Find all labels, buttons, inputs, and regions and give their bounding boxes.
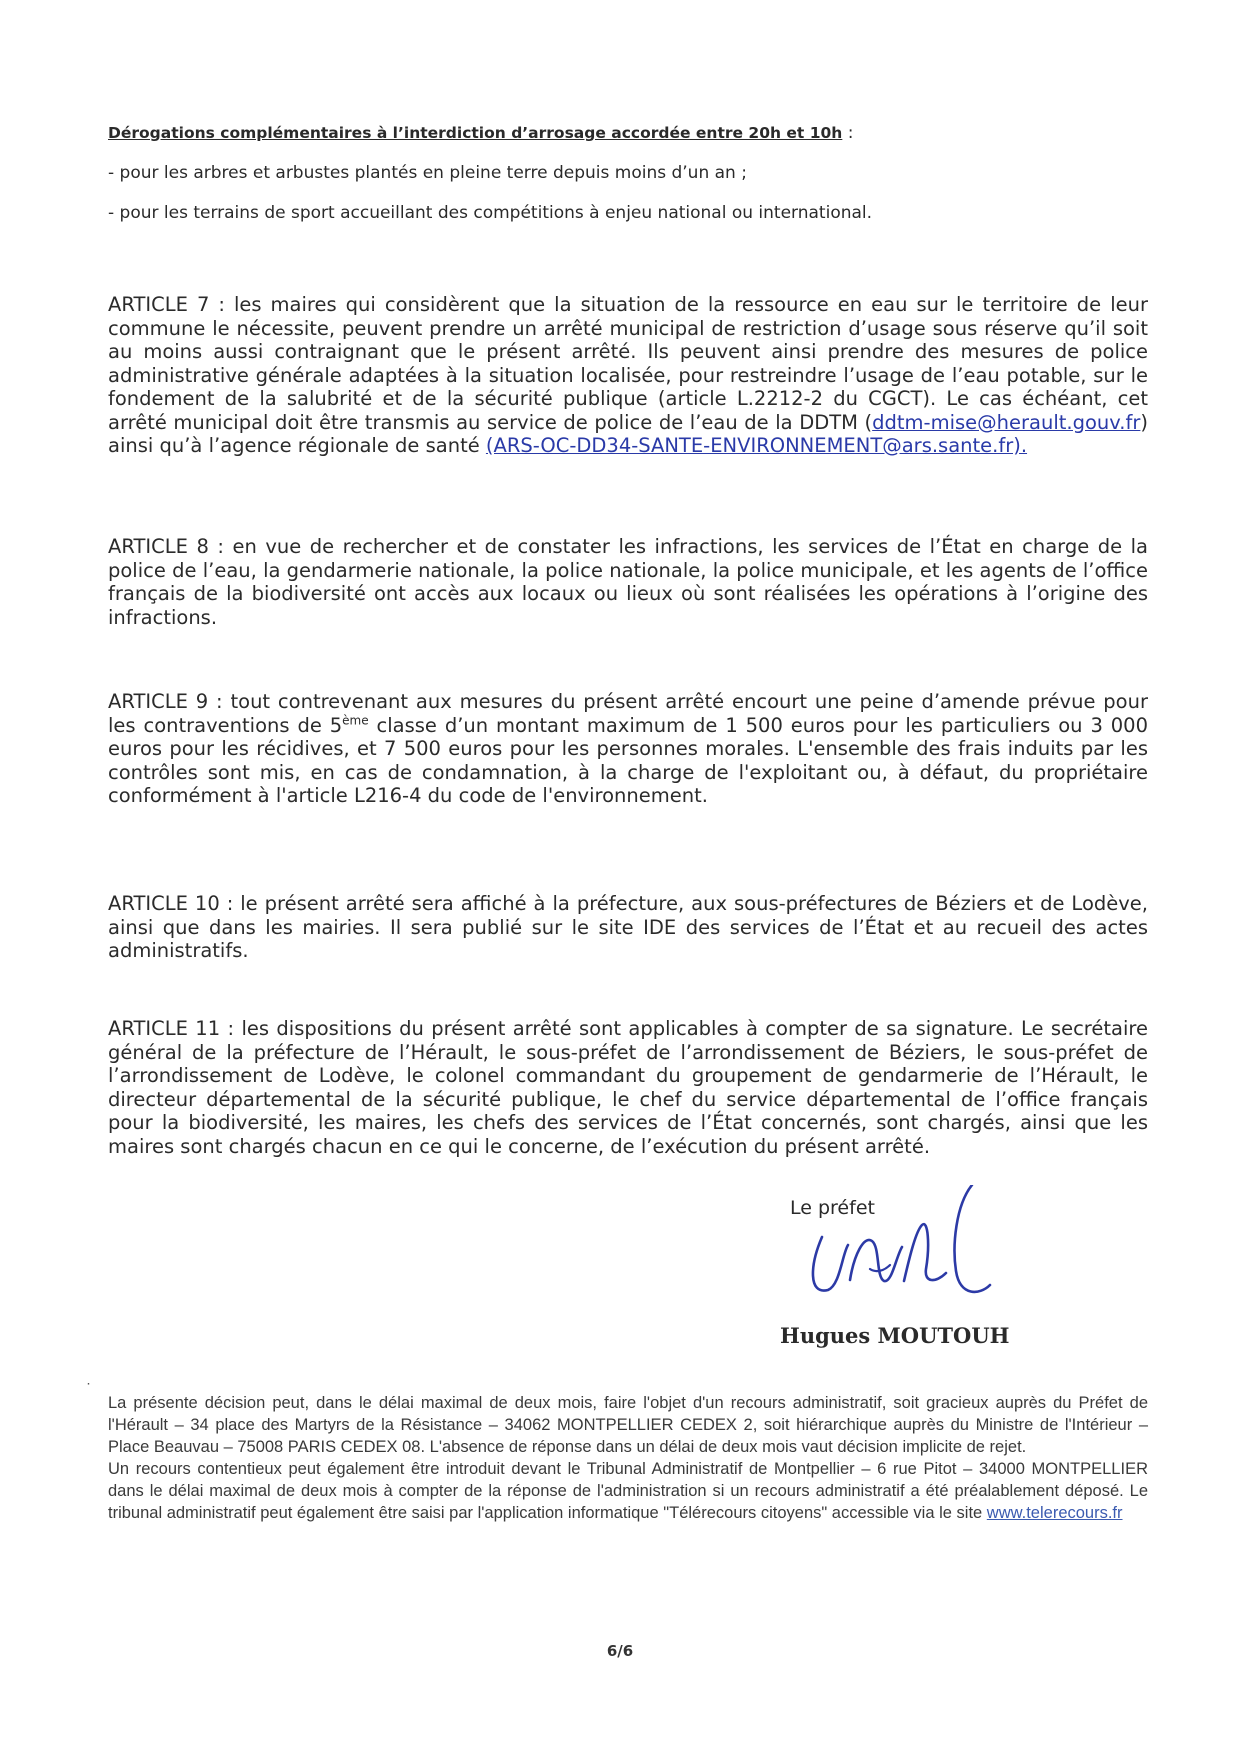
ddtm-email-link[interactable]: ddtm-mise@herault.gouv.fr: [872, 410, 1141, 434]
page-number: 6/6: [606, 1642, 634, 1660]
legal-notice: [108, 1392, 1148, 1524]
scan-mark: ˙: [85, 1382, 92, 1398]
article-8: ARTICLE 8 : en vue de rechercher et de constater les infractions, les services de l’État en charge de la police de l’eau, la gendarmerie nationale, la police nationale, la police municipale, et les agents de l’office français de la biodiversité ont accès aux locaux ou lieux où sont réalisées les opérations à l’origine des infractions.: [108, 535, 1148, 629]
article-11: ARTICLE 11 : les dispositions du présent arrêté sont applicables à compter de sa signature. Le secrétaire général de la préfecture de l’Hérault, le sous-préfet de l’arrondissement de Béziers, le sous-préfet de l’arrondissement de Lodève, le colonel commandant du groupement de gendarmerie de l’Hérault, le directeur départemental de la sécurité publique, le chef du service départemental de l’office français pour la biodiversité, les maires, les chefs des services de l’État concernés, sont chargés, ainsi que les maires sont chargés chacun en ce qui le concerne, de l’exécution du présent arrêté.: [108, 1017, 1148, 1158]
article-9-text-before: ARTICLE 9 : tout contrevenant aux mesures du présent arrêté encourt une peine d’amende prévue pour les contraventions de 5: [108, 690, 1148, 737]
signature-block: [780, 1185, 1040, 1365]
article-9-text-after: classe d’un montant maximum de 1 500 euros pour les particuliers ou 3 000 euros pour les récidives, et 7 500 euros pour les personnes morales. L'ensemble des frais induits par les contrôles sont mis, en cas de condamnation, à la charge de l'exploitant ou, à défaut, du propriétaire conformément à l'article L216-4 du code de l'environnement.: [108, 713, 1148, 807]
legal-notice-recours-administratif: La présente décision peut, dans le délai maximal de deux mois, faire l'objet d'un recours administratif, soit gracieux auprès du Préfet de l'Hérault – 34 place des Martyrs de la Résistance – 34062 MONTPELLIER CEDEX 2, soit hiérarchique auprès du Ministre de l'Intérieur – Place Beauvau – 75008 PARIS CEDEX 08. L'absence de réponse dans un délai de deux mois vaut décision implicite de rejet.: [108, 1394, 1148, 1456]
derogations-heading: Dérogations complémentaires à l’interdiction d’arrosage accordée entre 20h et 10h: [108, 124, 843, 142]
article-9: [108, 690, 1148, 808]
article-7: [108, 293, 1148, 458]
derogation-item-sports: - pour les terrains de sport accueillant des compétitions à enjeu national ou international.: [108, 203, 873, 223]
article-10: ARTICLE 10 : le présent arrêté sera affiché à la préfecture, aux sous-préfectures de Béziers et de Lodève, ainsi que dans les mairies. Il sera publié sur le site IDE des services de l’État et au recueil des actes administratifs.: [108, 892, 1148, 962]
derogations-heading-suffix: :: [842, 123, 854, 143]
legal-notice-recours-contentieux: [108, 1458, 1148, 1524]
legal-notice-recours-contentieux-text: Un recours contentieux peut également être introduit devant le Tribunal Administratif de Montpellier – 6 rue Pitot – 34000 MONTPELLIER dans le délai maximal de deux mois à compter de la réponse de l'administration si un recours administratif a été préalablement déposé. Le tribunal administratif peut également être saisi par l'application informatique "Télérecours citoyens" accessible via le site: [108, 1460, 1148, 1522]
handwritten-signature-icon: [780, 1185, 1040, 1325]
derogations-heading-line: [108, 122, 1148, 144]
article-7-mid: ) ainsi qu’à l’agence régionale de santé: [108, 410, 1148, 457]
signatory-name: Hugues MOUTOUH: [780, 1323, 1010, 1348]
ars-email-link[interactable]: (ARS-OC-DD34-SANTE-ENVIRONNEMENT@ars.sante.fr).: [485, 434, 1028, 457]
signature-title: Le préfet: [790, 1197, 875, 1219]
article-9-superscript: ème: [342, 713, 369, 727]
article-7-text: ARTICLE 7 : les maires qui considèrent que la situation de la ressource en eau sur le territoire de leur commune le nécessite, peuvent prendre un arrêté municipal de restriction d’usage sous réserve qu’il soit au moins aussi contraignant que le présent arrêté. Ils peuvent ainsi prendre des mesures de police administrative générale adaptées à la situation localisée, pour restreindre l’usage de l’eau potable, sur le fondement de la salubrité et de la sécurité publique (article L.2212-2 du CGCT). Le cas échéant, cet arrêté municipal doit être transmis au service de police de l’eau de la DDTM (: [108, 293, 1148, 434]
derogation-item-trees: - pour les arbres et arbustes plantés en pleine terre depuis moins d’un an ;: [108, 163, 747, 183]
telerecours-link[interactable]: www.telerecours.fr: [986, 1504, 1123, 1522]
derogations-section: [108, 122, 1148, 224]
